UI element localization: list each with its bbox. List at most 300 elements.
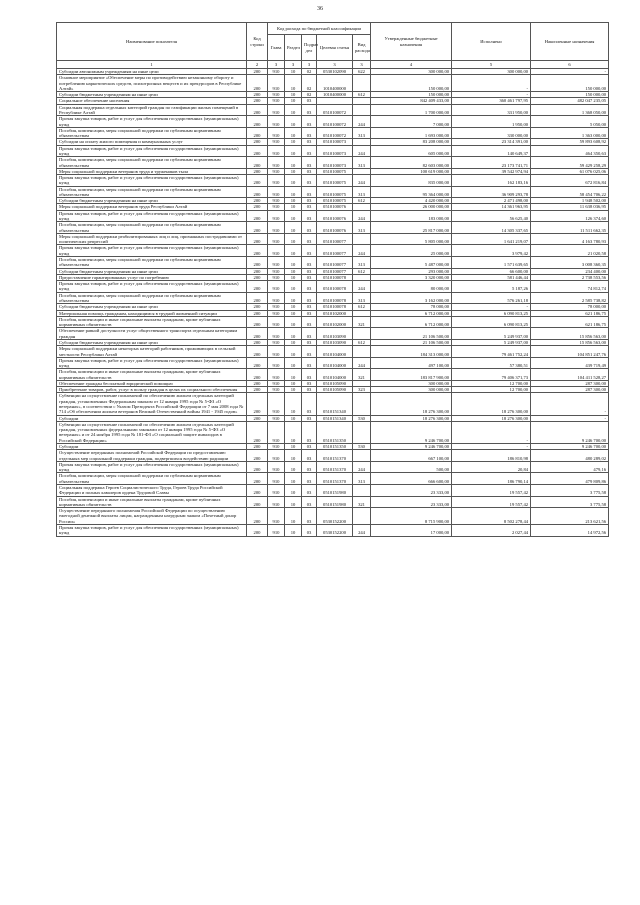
row-code: 200 [247, 257, 268, 269]
row-statya: 0510100078 [317, 274, 353, 280]
row-razdel: 10 [285, 444, 302, 450]
row-name: Субсидии бюджетным учреждениям на иные цели [57, 304, 247, 310]
table-row [57, 157, 609, 169]
row-razdel: 10 [285, 292, 302, 304]
row-name: Субвенции на осуществление полномочий по обеспечению жильем отдельных категорий граждан, установленных Федеральным законом от 12 января 1995 года № 5-ФЗ «О ветеранах», в соответствии с Указом Президента Российской Федерации от 7 мая 2008 года № 714 «Об обеспечении жильем ветеранов Великой Отечественной войны 1941 - 1945 годов» [57, 393, 247, 415]
row-executed: 66 600,00 [452, 268, 531, 274]
row-cumulative: 5 050,00 [531, 116, 609, 128]
row-vid: 244 [353, 210, 371, 222]
table-row [57, 116, 609, 128]
row-cumulative: 621 186,75 [531, 316, 609, 328]
row-statya: 0510151370 [317, 461, 353, 473]
row-razdel: 10 [285, 310, 302, 316]
row-podrazdel: 03 [302, 387, 317, 393]
row-podrazdel: 03 [302, 198, 317, 204]
index-cell: 3 [317, 61, 353, 69]
row-razdel: 10 [285, 175, 302, 187]
row-vid: 244 [353, 461, 371, 473]
row-cumulative: 150 000,00 [531, 92, 609, 98]
row-executed: 1 950,00 [452, 116, 531, 128]
table-row [57, 268, 609, 274]
row-executed: 162 183,16 [452, 175, 531, 187]
row-code: 200 [247, 210, 268, 222]
row-executed: 14 305 337,65 [452, 222, 531, 234]
row-cumulative: 15 856 563,00 [531, 339, 609, 345]
row-approved: 1 700 000,00 [371, 104, 452, 116]
table-row [57, 508, 609, 525]
row-glava: 910 [268, 222, 285, 234]
row-approved: 26 000 000,00 [371, 204, 452, 210]
row-vid [353, 104, 371, 116]
row-vid: 313 [353, 127, 371, 139]
row-podrazdel: 03 [302, 508, 317, 525]
row-name: Пособия, компенсации и иные социальные выплаты гражданам, кроме публичных нормативных обязательств [57, 496, 247, 508]
index-cell: 3 [302, 61, 317, 69]
row-statya: 0510100075 [317, 198, 353, 204]
row-approved: 21 106 500,00 [371, 339, 452, 345]
row-podrazdel: 03 [302, 168, 317, 174]
row-executed: 581 446,44 [452, 274, 531, 280]
row-cumulative: - [531, 69, 609, 75]
row-code: 200 [247, 268, 268, 274]
row-vid: 612 [353, 268, 371, 274]
row-podrazdel: 03 [302, 222, 317, 234]
row-statya: 0510151340 [317, 393, 353, 415]
row-podrazdel: 03 [302, 257, 317, 269]
row-executed: 20,84 [452, 461, 531, 473]
row-approved: 666 600,00 [371, 473, 452, 485]
row-code: 200 [247, 104, 268, 116]
row-podrazdel: 03 [302, 268, 317, 274]
row-podrazdel: 03 [302, 473, 317, 485]
row-glava: 910 [268, 116, 285, 128]
row-razdel: 10 [285, 357, 302, 369]
page-number: 36 [317, 6, 323, 12]
row-name: Субсидии бюджетным учреждениям на иные цели [57, 198, 247, 204]
row-statya: 0510100077 [317, 245, 353, 257]
row-razdel: 10 [285, 508, 302, 525]
row-name: Прочая закупка товаров, работ и услуг для обеспечения государственных (муниципальных) нужд [57, 145, 247, 157]
row-name: Обеспечение граждан бесплатной юридической помощью [57, 380, 247, 386]
row-code: 200 [247, 274, 268, 280]
row-vid: 323 [353, 387, 371, 393]
row-podrazdel: 03 [302, 281, 317, 293]
header-name: Наименование показателя [57, 23, 247, 61]
row-code: 200 [247, 393, 268, 415]
row-name: Прочая закупка товаров, работ и услуг для обеспечения государственных (муниципальных) нужд [57, 281, 247, 293]
row-vid [353, 346, 371, 358]
row-vid: 622 [353, 69, 371, 75]
row-glava: 910 [268, 393, 285, 415]
row-glava: 910 [268, 328, 285, 340]
row-cumulative: 2 738 553,56 [531, 274, 609, 280]
row-glava: 910 [268, 75, 285, 92]
table-row [57, 175, 609, 187]
row-razdel: 10 [285, 139, 302, 145]
row-vid: 244 [353, 281, 371, 293]
header-glava: Глава [268, 35, 285, 61]
row-vid [353, 450, 371, 462]
row-podrazdel: 03 [302, 233, 317, 245]
row-razdel: 10 [285, 127, 302, 139]
row-glava: 910 [268, 268, 285, 274]
table-header [57, 23, 609, 69]
row-executed: 300 000,00 [452, 69, 531, 75]
row-name: Обеспечение равной доступности услуг общественного транспорта отдельным категориям граждан [57, 328, 247, 340]
row-cumulative: 58 454 706,22 [531, 186, 609, 198]
row-cumulative: 126 374,60 [531, 210, 609, 222]
row-podrazdel: 03 [302, 98, 317, 104]
row-approved: 17 000,00 [371, 524, 452, 536]
table-row [57, 145, 609, 157]
table-row [57, 127, 609, 139]
row-code: 200 [247, 508, 268, 525]
row-razdel: 10 [285, 450, 302, 462]
row-approved: 4 420 000,00 [371, 198, 452, 204]
row-podrazdel: 03 [302, 292, 317, 304]
row-cumulative: 9 246 700,00 [531, 444, 609, 450]
row-name: Осуществление переданных полномочий Российской Федерации по предоставлению отдельных мер социальной поддержки граждан, подвергшихся воздействию радиации [57, 450, 247, 462]
row-cumulative: 3 775,58 [531, 484, 609, 496]
row-code: 200 [247, 339, 268, 345]
row-razdel: 10 [285, 387, 302, 393]
row-razdel: 10 [285, 461, 302, 473]
row-code: 200 [247, 292, 268, 304]
row-statya: 0510151370 [317, 450, 353, 462]
row-executed: 330 000,00 [452, 127, 531, 139]
header-approved: Утвержденные бюджетные назначения [371, 23, 452, 61]
table-row [57, 316, 609, 328]
row-vid: 244 [353, 175, 371, 187]
index-cell: 4 [371, 61, 452, 69]
row-podrazdel: 03 [302, 127, 317, 139]
row-razdel: 10 [285, 421, 302, 443]
row-statya: 0530152200 [317, 508, 353, 525]
header-podrazdel: Подраз дел [302, 35, 317, 61]
row-cumulative: 1 363 000,00 [531, 127, 609, 139]
row-glava: 910 [268, 245, 285, 257]
row-statya: 0510100076 [317, 222, 353, 234]
table-row [57, 369, 609, 381]
row-glava: 910 [268, 450, 285, 462]
row-executed: 2 471 498,00 [452, 198, 531, 204]
row-podrazdel: 03 [302, 369, 317, 381]
row-glava: 910 [268, 145, 285, 157]
row-code: 200 [247, 186, 268, 198]
row-cumulative: 14 972,56 [531, 524, 609, 536]
row-podrazdel: 03 [302, 393, 317, 415]
row-cumulative: 672 816,84 [531, 175, 609, 187]
row-glava: 910 [268, 233, 285, 245]
row-vid [353, 421, 371, 443]
row-razdel: 10 [285, 415, 302, 421]
row-statya: 0510105090 [317, 387, 353, 393]
table-row [57, 421, 609, 443]
row-executed: 1 641 219,07 [452, 233, 531, 245]
row-executed: - [452, 75, 531, 92]
row-vid: 313 [353, 222, 371, 234]
row-vid [353, 75, 371, 92]
row-approved: 78 000,00 [371, 304, 452, 310]
row-name: Прочая закупка товаров, работ и услуг для обеспечения государственных (муниципальных) нужд [57, 175, 247, 187]
row-executed: 23 173 741,71 [452, 157, 531, 169]
row-vid: 321 [353, 369, 371, 381]
row-executed: 3 979,42 [452, 245, 531, 257]
row-vid: 244 [353, 357, 371, 369]
row-name: Прочая закупка товаров, работ и услуг для обеспечения государственных (муниципальных) нужд [57, 116, 247, 128]
row-cumulative: 104 851 247,76 [531, 346, 609, 358]
row-podrazdel: 02 [302, 75, 317, 92]
row-podrazdel: 03 [302, 145, 317, 157]
row-glava: 910 [268, 484, 285, 496]
table-row [57, 139, 609, 145]
row-name: Социальная поддержка отдельных категорий граждан по газификации жилых помещений в Республике Алтай [57, 104, 247, 116]
row-name: Пособия, компенсации, меры социальной поддержки по публичным нормативным обязательствам [57, 186, 247, 198]
row-code: 200 [247, 357, 268, 369]
row-approved: 300 000,00 [371, 380, 452, 386]
index-cell: 3 [285, 61, 302, 69]
row-statya: 0530102090 [317, 69, 353, 75]
row-name: Меры социальной поддержки ветеранов труда Республики Алтай [57, 204, 247, 210]
row-razdel: 10 [285, 496, 302, 508]
row-statya: 0510100076 [317, 204, 353, 210]
row-code: 200 [247, 304, 268, 310]
table-row [57, 310, 609, 316]
row-cumulative: 479,16 [531, 461, 609, 473]
row-cumulative: 479 809,86 [531, 473, 609, 485]
row-statya: 0510100078 [317, 292, 353, 304]
row-vid [353, 233, 371, 245]
row-cumulative: 480 289,02 [531, 450, 609, 462]
row-approved: 7 000,00 [371, 116, 452, 128]
row-statya: 0510151350 [317, 444, 353, 450]
row-glava: 910 [268, 198, 285, 204]
row-approved: 23 333,00 [371, 484, 452, 496]
row-glava: 910 [268, 281, 285, 293]
row-cumulative: 74 812,74 [531, 281, 609, 293]
row-statya: 0510105090 [317, 380, 353, 386]
row-name: Пособия, компенсации и иные социальные выплаты гражданам, кроме публичных нормативных обязательств [57, 316, 247, 328]
row-glava: 910 [268, 339, 285, 345]
table-row [57, 380, 609, 386]
table-row [57, 257, 609, 269]
row-cumulative: 213 621,56 [531, 508, 609, 525]
row-statya: 0510100077 [317, 268, 353, 274]
row-name: Пособия, компенсации, меры социальной поддержки по публичным нормативным обязательствам [57, 473, 247, 485]
row-podrazdel: 03 [302, 421, 317, 443]
row-razdel: 10 [285, 346, 302, 358]
row-name: Субсидии [57, 444, 247, 450]
index-cell: 3 [268, 61, 285, 69]
row-podrazdel: 03 [302, 210, 317, 222]
row-executed: 18 276 300,00 [452, 415, 531, 421]
row-executed: 18 276 300,00 [452, 393, 531, 415]
row-statya: 0510100073 [317, 157, 353, 169]
row-executed: 8 502 278,44 [452, 508, 531, 525]
row-name: Субвенции на осуществление полномочий по обеспечению жильем отдельных категорий граждан, установленных федеральными законами от 12 января 1995 года № 5-ФЗ «О ветеранах» и от 24 ноября 1995 года № 181-ФЗ «О социальной защите инвалидов в Российской Федерации» [57, 421, 247, 443]
row-approved: 183 817 900,00 [371, 369, 452, 381]
row-razdel: 10 [285, 168, 302, 174]
row-podrazdel: 03 [302, 328, 317, 340]
row-statya: 0510100075 [317, 175, 353, 187]
row-razdel: 10 [285, 222, 302, 234]
table-row [57, 210, 609, 222]
row-executed: 36 909 293,78 [452, 186, 531, 198]
row-statya: 0510102000 [317, 316, 353, 328]
row-cumulative: - [531, 393, 609, 415]
row-glava: 910 [268, 257, 285, 269]
row-vid: 244 [353, 145, 371, 157]
row-name: Меры социальной поддержки некоторых категорий работников, проживающих в сельской местности Республики Алтай [57, 346, 247, 358]
row-statya: 0510100072 [317, 127, 353, 139]
row-executed: 331 950,00 [452, 104, 531, 116]
header-cumulative: Накопленные назначения [531, 23, 609, 61]
row-executed: 5 249 937,00 [452, 328, 531, 340]
row-approved: 18 276 300,00 [371, 393, 452, 415]
row-glava: 910 [268, 92, 285, 98]
row-approved: 23 333,00 [371, 496, 452, 508]
row-podrazdel: 03 [302, 524, 317, 536]
row-code: 200 [247, 98, 268, 104]
row-glava: 910 [268, 508, 285, 525]
row-glava: 910 [268, 186, 285, 198]
table-row [57, 524, 609, 536]
row-statya: 0510100077 [317, 257, 353, 269]
row-razdel: 10 [285, 92, 302, 98]
row-executed: 1 571 639,65 [452, 257, 531, 269]
row-executed: 23 314 391,00 [452, 139, 531, 145]
row-razdel: 10 [285, 304, 302, 310]
row-code: 200 [247, 175, 268, 187]
row-razdel: 10 [285, 98, 302, 104]
table-row [57, 168, 609, 174]
row-code: 200 [247, 92, 268, 98]
row-statya: 0510151370 [317, 473, 353, 485]
table-row [57, 450, 609, 462]
row-statya: 0510103090 [317, 339, 353, 345]
table-row [57, 104, 609, 116]
row-name: Пособия, компенсации и иные социальные выплаты гражданам, кроме публичных нормативных обязательств [57, 369, 247, 381]
row-glava: 910 [268, 380, 285, 386]
row-code: 200 [247, 116, 268, 128]
row-statya: 0510104000 [317, 346, 353, 358]
row-cumulative: 78 000,00 [531, 304, 609, 310]
row-name: Пособия, компенсации, меры социальной поддержки по публичным нормативным обязательствам [57, 222, 247, 234]
row-approved: 5 805 000,00 [371, 233, 452, 245]
row-approved: 500,00 [371, 461, 452, 473]
row-code: 200 [247, 415, 268, 421]
row-statya: 0510103090 [317, 328, 353, 340]
table-row [57, 473, 609, 485]
header-vid: Вид расхода [353, 35, 371, 61]
row-approved: 8 715 900,00 [371, 508, 452, 525]
row-podrazdel: 03 [302, 380, 317, 386]
row-glava: 910 [268, 496, 285, 508]
row-executed: 5 249 937,00 [452, 339, 531, 345]
row-name: Пособия, компенсации, меры социальной поддержки по публичным нормативным обязательствам [57, 292, 247, 304]
row-statya: 0510100076 [317, 210, 353, 222]
row-code: 200 [247, 75, 268, 92]
index-cell: 3 [353, 61, 371, 69]
row-approved: 667 100,00 [371, 450, 452, 462]
row-podrazdel: 03 [302, 245, 317, 257]
row-code: 200 [247, 380, 268, 386]
row-podrazdel: 03 [302, 339, 317, 345]
row-statya: 0510100078 [317, 281, 353, 293]
row-executed: 2 027,44 [452, 524, 531, 536]
table-row [57, 75, 609, 92]
index-cell: 6 [531, 61, 609, 69]
row-approved: 497 100,00 [371, 357, 452, 369]
row-podrazdel: 03 [302, 157, 317, 169]
row-cumulative: 11 638 036,95 [531, 204, 609, 210]
table-row [57, 496, 609, 508]
table-row [57, 328, 609, 340]
row-glava: 910 [268, 461, 285, 473]
row-statya: 0510100075 [317, 186, 353, 198]
row-name: Субсидии бюджетным учреждениям на иные цели [57, 339, 247, 345]
row-approved: 9 246 700,00 [371, 421, 452, 443]
row-approved: 100 619 000,00 [371, 168, 452, 174]
table-row [57, 186, 609, 198]
row-approved: 25 817 000,00 [371, 222, 452, 234]
row-razdel: 10 [285, 274, 302, 280]
row-razdel: 10 [285, 328, 302, 340]
row-code: 200 [247, 157, 268, 169]
row-glava: 910 [268, 104, 285, 116]
row-podrazdel: 03 [302, 175, 317, 187]
row-executed: 6 090 813,25 [452, 310, 531, 316]
row-statya: 0510100075 [317, 168, 353, 174]
row-cumulative: 234 400,00 [531, 268, 609, 274]
budget-table [56, 22, 609, 537]
header-classification: Код расхода по бюджетной классификации [268, 23, 371, 35]
row-statya: 0510151980 [317, 496, 353, 508]
row-approved: 293 000,00 [371, 268, 452, 274]
row-name: Основное мероприятие «Обеспечение меры по противодействию незаконному обороту и потреблению наркотических средств, психотропных веществ и их прекурсоров в Республике Алтай» [57, 75, 247, 92]
row-name: Субсидии [57, 415, 247, 421]
row-code: 200 [247, 127, 268, 139]
row-glava: 910 [268, 473, 285, 485]
row-cumulative: 621 186,75 [531, 310, 609, 316]
row-code: 200 [247, 473, 268, 485]
row-statya: 0510104000 [317, 357, 353, 369]
row-approved: 21 106 500,00 [371, 328, 452, 340]
row-statya: 0510151350 [317, 421, 353, 443]
row-code: 200 [247, 328, 268, 340]
row-approved: 82 603 000,00 [371, 157, 452, 169]
row-executed: 57 380,51 [452, 357, 531, 369]
row-executed: 5 187,26 [452, 281, 531, 293]
table-row [57, 274, 609, 280]
row-approved: 5 487 000,00 [371, 257, 452, 269]
row-code: 200 [247, 496, 268, 508]
row-code: 200 [247, 421, 268, 443]
row-cumulative: 1 368 050,00 [531, 104, 609, 116]
row-statya: 0510104000 [317, 369, 353, 381]
header-executed: Исполнено [452, 23, 531, 61]
row-razdel: 10 [285, 257, 302, 269]
row-approved: 150 000,00 [371, 92, 452, 98]
row-name: Предоставление гарантированных услуг по погребению [57, 274, 247, 280]
row-code: 200 [247, 310, 268, 316]
row-approved: 605 000,00 [371, 145, 452, 157]
table-row [57, 233, 609, 245]
row-approved: 83 208 000,00 [371, 139, 452, 145]
row-glava: 910 [268, 175, 285, 187]
row-statya: 0510100073 [317, 139, 353, 145]
row-statya: 0510100078 [317, 304, 353, 310]
